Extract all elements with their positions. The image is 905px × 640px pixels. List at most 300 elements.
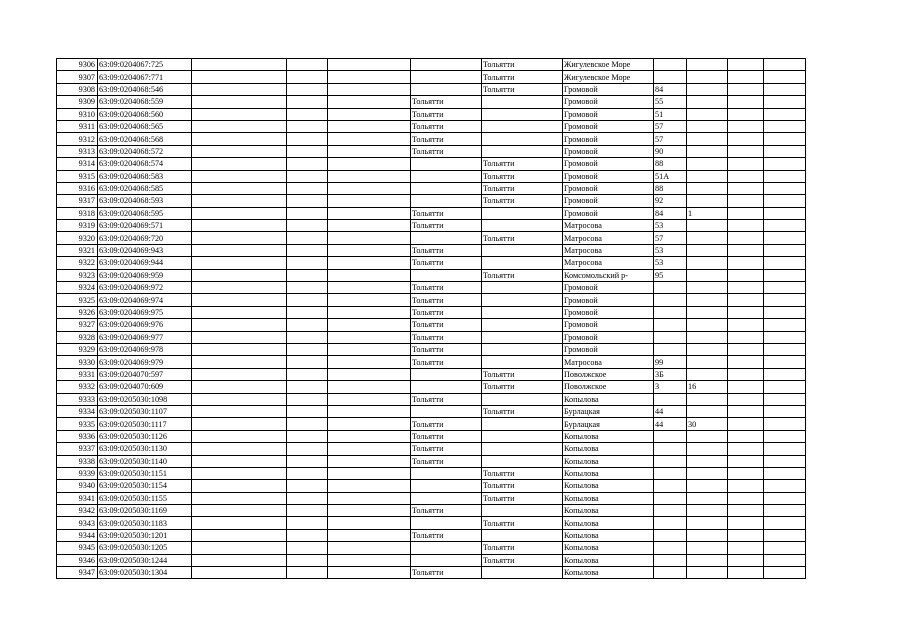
cell-col-5	[328, 182, 411, 194]
cell-col-4	[287, 418, 328, 430]
cell-col-5	[328, 343, 411, 355]
cell-cadastral-number: 63:09:0204069:571	[98, 220, 192, 232]
cell-city-b: Тольятти	[482, 554, 563, 566]
cell-city-b	[482, 455, 563, 467]
cell-col-5	[328, 220, 411, 232]
cell-city-b: Тольятти	[482, 182, 563, 194]
cell-cadastral-number: 63:09:0204069:959	[98, 269, 192, 281]
cell-city-b	[482, 418, 563, 430]
cell-col-12	[764, 158, 806, 170]
cell-street: Копылова	[563, 443, 654, 455]
cell-unit-number	[687, 517, 728, 529]
cell-city-a: Тольятти	[411, 393, 482, 405]
cell-cadastral-number: 63:09:0204068:560	[98, 108, 192, 120]
cell-col-12	[764, 195, 806, 207]
cell-row-number: 9307	[57, 71, 98, 83]
cell-city-a: Тольятти	[411, 133, 482, 145]
cell-city-a	[411, 182, 482, 194]
cell-col-3	[192, 71, 287, 83]
cell-city-a	[411, 83, 482, 95]
table-row	[57, 145, 806, 157]
cell-unit-number	[687, 393, 728, 405]
cell-col-3	[192, 108, 287, 120]
table-row	[57, 368, 806, 380]
cell-cadastral-number: 63:09:0204069:972	[98, 282, 192, 294]
cell-city-a	[411, 480, 482, 492]
cell-city-a: Тольятти	[411, 207, 482, 219]
cell-col-11	[728, 120, 764, 132]
table-row	[57, 356, 806, 368]
cell-col-11	[728, 492, 764, 504]
cell-cadastral-number: 63:09:0204069:944	[98, 257, 192, 269]
cell-col-11	[728, 96, 764, 108]
cell-col-11	[728, 542, 764, 554]
cell-cadastral-number: 63:09:0204069:979	[98, 356, 192, 368]
cell-col-4	[287, 529, 328, 541]
table-row	[57, 158, 806, 170]
cell-cadastral-number: 63:09:0205030:1155	[98, 492, 192, 504]
cell-col-3	[192, 182, 287, 194]
cell-house-number: 84	[654, 83, 687, 95]
cell-city-a: Тольятти	[411, 120, 482, 132]
cell-col-12	[764, 405, 806, 417]
cell-unit-number	[687, 529, 728, 541]
cell-col-5	[328, 517, 411, 529]
table-row	[57, 505, 806, 517]
cell-col-4	[287, 368, 328, 380]
cell-col-11	[728, 393, 764, 405]
cell-col-11	[728, 158, 764, 170]
cell-unit-number	[687, 220, 728, 232]
cell-col-12	[764, 108, 806, 120]
cell-col-4	[287, 182, 328, 194]
cell-col-5	[328, 306, 411, 318]
cell-row-number: 9342	[57, 505, 98, 517]
table-row	[57, 232, 806, 244]
cell-col-12	[764, 269, 806, 281]
table-row	[57, 405, 806, 417]
cell-house-number: 57	[654, 120, 687, 132]
cell-col-12	[764, 505, 806, 517]
cell-city-a	[411, 542, 482, 554]
cell-unit-number	[687, 108, 728, 120]
cell-col-3	[192, 368, 287, 380]
cell-row-number: 9330	[57, 356, 98, 368]
cell-unit-number	[687, 356, 728, 368]
cell-cadastral-number: 63:09:0204069:976	[98, 319, 192, 331]
cell-col-3	[192, 232, 287, 244]
cell-unit-number	[687, 492, 728, 504]
cell-city-a: Тольятти	[411, 430, 482, 442]
cell-col-4	[287, 492, 328, 504]
cell-cadastral-number: 63:09:0204069:974	[98, 294, 192, 306]
cell-col-12	[764, 306, 806, 318]
cell-unit-number	[687, 59, 728, 71]
cell-house-number	[654, 529, 687, 541]
cell-row-number: 9337	[57, 443, 98, 455]
cell-col-11	[728, 83, 764, 95]
cell-col-4	[287, 331, 328, 343]
cell-street: Копылова	[563, 430, 654, 442]
cell-row-number: 9308	[57, 83, 98, 95]
cell-col-4	[287, 133, 328, 145]
cell-street: Поволжское	[563, 381, 654, 393]
cell-col-5	[328, 505, 411, 517]
cell-house-number	[654, 343, 687, 355]
cell-unit-number	[687, 343, 728, 355]
cell-row-number: 9309	[57, 96, 98, 108]
cell-col-3	[192, 83, 287, 95]
cell-col-5	[328, 554, 411, 566]
cell-col-4	[287, 381, 328, 393]
cell-unit-number	[687, 83, 728, 95]
cell-city-a: Тольятти	[411, 282, 482, 294]
cell-street: Громовой	[563, 331, 654, 343]
cell-col-11	[728, 220, 764, 232]
table-row	[57, 282, 806, 294]
cell-row-number: 9311	[57, 120, 98, 132]
table-row	[57, 269, 806, 281]
cell-street: Громовой	[563, 343, 654, 355]
cell-col-12	[764, 331, 806, 343]
cell-row-number: 9334	[57, 405, 98, 417]
cell-unit-number	[687, 232, 728, 244]
table-row	[57, 182, 806, 194]
table-row	[57, 257, 806, 269]
address-table	[56, 58, 806, 579]
cell-row-number: 9340	[57, 480, 98, 492]
cell-street: Громовой	[563, 83, 654, 95]
cell-house-number: 53	[654, 220, 687, 232]
cell-row-number: 9319	[57, 220, 98, 232]
cell-row-number: 9314	[57, 158, 98, 170]
cell-cadastral-number: 63:09:0205030:1169	[98, 505, 192, 517]
cell-col-4	[287, 170, 328, 182]
table-row	[57, 170, 806, 182]
cell-col-11	[728, 319, 764, 331]
cell-street: Громовой	[563, 133, 654, 145]
cell-col-4	[287, 244, 328, 256]
cell-row-number: 9321	[57, 244, 98, 256]
cell-house-number	[654, 430, 687, 442]
cell-col-4	[287, 306, 328, 318]
cell-col-12	[764, 257, 806, 269]
cell-col-4	[287, 480, 328, 492]
cell-col-5	[328, 467, 411, 479]
cell-house-number	[654, 554, 687, 566]
cell-cadastral-number: 63:09:0204068:585	[98, 182, 192, 194]
table-row	[57, 59, 806, 71]
cell-col-12	[764, 455, 806, 467]
cell-street: Громовой	[563, 170, 654, 182]
cell-col-11	[728, 71, 764, 83]
cell-city-a: Тольятти	[411, 306, 482, 318]
cell-col-4	[287, 430, 328, 442]
cell-col-12	[764, 319, 806, 331]
cell-city-a	[411, 405, 482, 417]
cell-col-5	[328, 207, 411, 219]
cell-col-5	[328, 282, 411, 294]
cell-col-3	[192, 306, 287, 318]
cell-col-12	[764, 368, 806, 380]
cell-col-3	[192, 269, 287, 281]
cell-col-3	[192, 133, 287, 145]
cell-unit-number	[687, 145, 728, 157]
cell-col-12	[764, 244, 806, 256]
cell-col-4	[287, 393, 328, 405]
table-body	[57, 59, 806, 579]
cell-unit-number: 1	[687, 207, 728, 219]
cell-city-b: Тольятти	[482, 517, 563, 529]
cell-row-number: 9328	[57, 331, 98, 343]
cell-row-number: 9324	[57, 282, 98, 294]
cell-col-3	[192, 405, 287, 417]
cell-street: Громовой	[563, 195, 654, 207]
cell-row-number: 9347	[57, 567, 98, 579]
cell-col-3	[192, 244, 287, 256]
cell-col-11	[728, 381, 764, 393]
cell-col-3	[192, 120, 287, 132]
cell-col-11	[728, 282, 764, 294]
cell-house-number: 92	[654, 195, 687, 207]
cell-unit-number	[687, 195, 728, 207]
table-row	[57, 567, 806, 579]
cell-city-b	[482, 244, 563, 256]
cell-city-b: Тольятти	[482, 542, 563, 554]
cell-city-b	[482, 505, 563, 517]
cell-house-number: 57	[654, 232, 687, 244]
cell-city-b	[482, 120, 563, 132]
cell-col-4	[287, 455, 328, 467]
cell-street: Матросова	[563, 257, 654, 269]
cell-col-5	[328, 158, 411, 170]
cell-cadastral-number: 63:09:0204070:609	[98, 381, 192, 393]
cell-house-number	[654, 492, 687, 504]
cell-cadastral-number: 63:09:0205030:1140	[98, 455, 192, 467]
cell-unit-number	[687, 455, 728, 467]
cell-col-11	[728, 405, 764, 417]
cell-col-3	[192, 455, 287, 467]
cell-col-11	[728, 418, 764, 430]
table-row	[57, 455, 806, 467]
cell-house-number: 99	[654, 356, 687, 368]
table-row	[57, 343, 806, 355]
cell-house-number: 44	[654, 405, 687, 417]
cell-col-11	[728, 108, 764, 120]
cell-col-4	[287, 282, 328, 294]
cell-city-a: Тольятти	[411, 108, 482, 120]
cell-unit-number	[687, 257, 728, 269]
table-row	[57, 393, 806, 405]
cell-col-3	[192, 294, 287, 306]
cell-house-number	[654, 71, 687, 83]
cell-cadastral-number: 63:09:0205030:1151	[98, 467, 192, 479]
cell-col-4	[287, 83, 328, 95]
cell-street: Громовой	[563, 306, 654, 318]
cell-street: Матросова	[563, 232, 654, 244]
cell-col-11	[728, 306, 764, 318]
cell-col-3	[192, 207, 287, 219]
cell-house-number: 44	[654, 418, 687, 430]
cell-unit-number	[687, 294, 728, 306]
cell-city-a	[411, 554, 482, 566]
cell-city-b: Тольятти	[482, 170, 563, 182]
table-row	[57, 430, 806, 442]
table-row	[57, 220, 806, 232]
cell-col-12	[764, 170, 806, 182]
cell-col-5	[328, 542, 411, 554]
cell-street: Комсомольский р-	[563, 269, 654, 281]
cell-cadastral-number: 63:09:0204068:572	[98, 145, 192, 157]
cell-unit-number	[687, 467, 728, 479]
cell-house-number: 51	[654, 108, 687, 120]
cell-city-b	[482, 294, 563, 306]
cell-col-4	[287, 343, 328, 355]
cell-unit-number	[687, 71, 728, 83]
cell-col-5	[328, 368, 411, 380]
cell-col-11	[728, 331, 764, 343]
table-row	[57, 480, 806, 492]
cell-house-number	[654, 542, 687, 554]
table-row	[57, 554, 806, 566]
cell-col-4	[287, 269, 328, 281]
cell-cadastral-number: 63:09:0205030:1205	[98, 542, 192, 554]
cell-col-5	[328, 443, 411, 455]
cell-cadastral-number: 63:09:0205030:1117	[98, 418, 192, 430]
cell-col-5	[328, 455, 411, 467]
cell-city-b: Тольятти	[482, 269, 563, 281]
cell-col-4	[287, 220, 328, 232]
cell-row-number: 9312	[57, 133, 98, 145]
cell-col-12	[764, 567, 806, 579]
cell-col-3	[192, 480, 287, 492]
cell-col-5	[328, 269, 411, 281]
cell-cadastral-number: 63:09:0205030:1130	[98, 443, 192, 455]
cell-row-number: 9320	[57, 232, 98, 244]
cell-street: Громовой	[563, 158, 654, 170]
table-row	[57, 244, 806, 256]
cell-unit-number	[687, 96, 728, 108]
cell-col-12	[764, 220, 806, 232]
cell-city-a: Тольятти	[411, 505, 482, 517]
cell-city-b	[482, 567, 563, 579]
cell-col-12	[764, 182, 806, 194]
cell-cadastral-number: 63:09:0205030:1244	[98, 554, 192, 566]
cell-col-12	[764, 393, 806, 405]
cell-unit-number	[687, 269, 728, 281]
cell-col-12	[764, 83, 806, 95]
cell-row-number: 9331	[57, 368, 98, 380]
table-row	[57, 381, 806, 393]
cell-street: Громовой	[563, 120, 654, 132]
cell-house-number	[654, 480, 687, 492]
cell-unit-number	[687, 567, 728, 579]
table-row	[57, 542, 806, 554]
cell-col-3	[192, 96, 287, 108]
cell-city-b: Тольятти	[482, 480, 563, 492]
cell-col-3	[192, 418, 287, 430]
cell-col-11	[728, 443, 764, 455]
cell-col-12	[764, 517, 806, 529]
cell-col-12	[764, 554, 806, 566]
cell-unit-number	[687, 244, 728, 256]
cell-col-5	[328, 319, 411, 331]
cell-col-4	[287, 145, 328, 157]
cell-street: Копылова	[563, 517, 654, 529]
cell-unit-number	[687, 430, 728, 442]
cell-unit-number	[687, 405, 728, 417]
cell-city-b: Тольятти	[482, 59, 563, 71]
table-row	[57, 195, 806, 207]
cell-unit-number	[687, 120, 728, 132]
cell-city-a	[411, 467, 482, 479]
cell-house-number	[654, 567, 687, 579]
cell-col-11	[728, 455, 764, 467]
cell-row-number: 9326	[57, 306, 98, 318]
cell-unit-number: 16	[687, 381, 728, 393]
cell-house-number: 53	[654, 257, 687, 269]
cell-city-a: Тольятти	[411, 257, 482, 269]
cell-cadastral-number: 63:09:0204069:977	[98, 331, 192, 343]
cell-city-b	[482, 133, 563, 145]
cell-col-4	[287, 567, 328, 579]
cell-city-a: Тольятти	[411, 96, 482, 108]
table-row	[57, 71, 806, 83]
cell-cadastral-number: 63:09:0204067:725	[98, 59, 192, 71]
cell-street: Матросова	[563, 356, 654, 368]
cell-col-3	[192, 220, 287, 232]
cell-col-11	[728, 207, 764, 219]
cell-unit-number	[687, 282, 728, 294]
cell-col-3	[192, 542, 287, 554]
cell-city-a	[411, 170, 482, 182]
cell-col-4	[287, 554, 328, 566]
cell-cadastral-number: 63:09:0204069:978	[98, 343, 192, 355]
cell-cadastral-number: 63:09:0205030:1183	[98, 517, 192, 529]
cell-row-number: 9315	[57, 170, 98, 182]
cell-col-4	[287, 405, 328, 417]
cell-col-3	[192, 567, 287, 579]
cell-col-12	[764, 232, 806, 244]
cell-col-11	[728, 505, 764, 517]
cell-unit-number	[687, 319, 728, 331]
cell-cadastral-number: 63:09:0205030:1126	[98, 430, 192, 442]
cell-col-11	[728, 294, 764, 306]
cell-city-a	[411, 195, 482, 207]
cell-house-number	[654, 455, 687, 467]
cell-row-number: 9346	[57, 554, 98, 566]
cell-row-number: 9345	[57, 542, 98, 554]
cell-col-12	[764, 542, 806, 554]
cell-city-a: Тольятти	[411, 418, 482, 430]
cell-col-12	[764, 356, 806, 368]
cell-city-b	[482, 108, 563, 120]
cell-house-number: 95	[654, 269, 687, 281]
cell-city-b	[482, 443, 563, 455]
cell-house-number: 57	[654, 133, 687, 145]
cell-col-3	[192, 430, 287, 442]
cell-col-12	[764, 96, 806, 108]
cell-col-12	[764, 133, 806, 145]
cell-col-5	[328, 108, 411, 120]
cell-col-4	[287, 108, 328, 120]
cell-col-5	[328, 405, 411, 417]
cell-city-a	[411, 232, 482, 244]
cell-row-number: 9333	[57, 393, 98, 405]
cell-row-number: 9344	[57, 529, 98, 541]
cell-house-number	[654, 294, 687, 306]
cell-col-3	[192, 517, 287, 529]
